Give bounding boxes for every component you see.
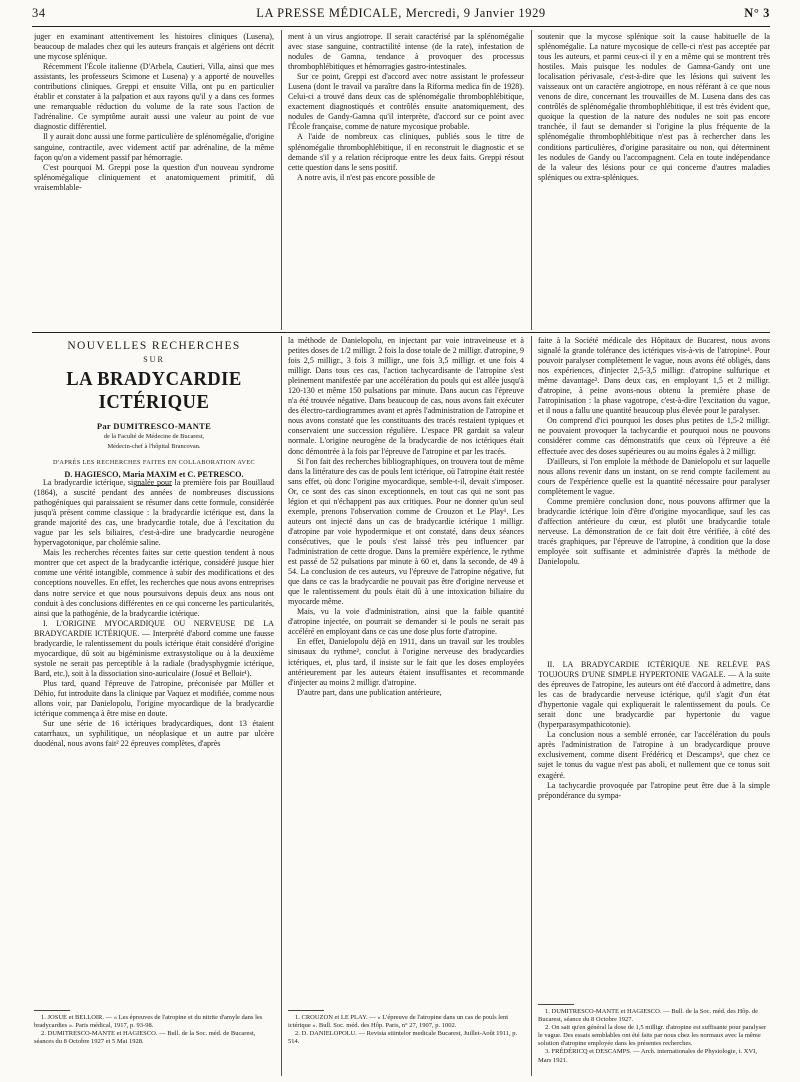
paragraph: ment à un virus angiotrope. Il serait caractérisé par la splénomégalie avec stase sanguine, contractilité intense (de la rate), infestation de nodules de Gamna, tendance à provoquer des processus thrombophlébitiques et hémorragies gastro-intestinales. bbox=[288, 32, 524, 72]
top-column-2 bbox=[288, 32, 524, 332]
paragraph: La bradycardie ictérique, signalée pour la première fois par Bouillaud (1864), a suscité pendant des années de nombreuses discussions pathogéniques qui paraissaient se résumer dans cette formule, considérée jusqu'à présent comme classique : la bradycardie ictérique est, dans la grande majorité des cas, une bradycardie totale, due à l'excitation du vague par les sels biliaires, c'est-à-dire une bradycardie neurogène hypervagotonique, par cholémie saline. bbox=[34, 478, 274, 548]
footnote: 1. DUMITRESCO-MANTE et HAGIESCO. — Bull. de la Soc. méd. des Hôp. de Bucarest, séance du 8 Octobre 1927. bbox=[538, 1008, 759, 1024]
paragraph: Sur une série de 16 ictériques bradycardiques, dont 13 étaient catarrhaux, un syphilitique, un néoplasique et un autre par ulcère duodénal, nous avons fait² 22 épreuves complètes, d'après bbox=[34, 719, 274, 749]
article-column-3-bottom bbox=[538, 660, 770, 1002]
paragraph: Mais les recherches récentes faites sur cette question tendent à nous montrer que cet aspect de la bradycardie ictérique, considéré jusque hier comme une vérité intangible, commence à subir des modifications et des conceptions nouvelles. En effet, les recherches que nous avons entreprises dans notre service et que nous poursuivons depuis deux ans nous ont conduit à des conclusions différentes en ce qui concerne les particularités, ainsi que la pathogénie, de la bradycardie ictérique. bbox=[34, 548, 274, 618]
footnotes-column-1 bbox=[34, 1014, 274, 1078]
footnotes-column-2 bbox=[288, 1014, 524, 1078]
footnotes-column-3 bbox=[538, 1008, 770, 1080]
collaboration-note: D'APRÈS LES RECHERCHES FAITES EN COLLABORATION AVEC bbox=[52, 459, 256, 466]
paragraph: Récemment l'École italienne (D'Arbela, Cautieri, Villa, ainsi que mes assistants, les professeurs Scimone et Lusena) y a apporté de nouvelles contributions cliniques. Greppi et ensuite Villa, ont pu en particulier établir et constater à la palpation et aux rayons qu'il y a dans ces formes une remarquable réduction du volume de la rate sous l'action de l'adrénaline. Ce symptôme aurait aussi une valeur au point de vue diagnostic différentiel. bbox=[34, 62, 274, 132]
article-column-3-top bbox=[538, 336, 770, 650]
paragraph: La conclusion nous a semblé erronée, car l'accélération du pouls après l'administration de l'atropine à un bradycardique prouve exclusivement, comme disent Frédéricq et Descamps³, que chez ce sujet le tonus du vague n'est pas aboli, et nullement que ce tonus soit exagéré. bbox=[538, 730, 770, 780]
article-title-block bbox=[33, 336, 275, 486]
footnote: 2. On sait qu'en général la dose de 1,5 milligr. d'atropine est suffisante pour paralyser le vague. Des essais semblables ont été faits par nous chez les normaux avec la même solution d'atropine employée dans les présentes recherches. bbox=[538, 1024, 767, 1048]
article-kicker: NOUVELLES RECHERCHES bbox=[67, 340, 241, 352]
author-affiliation: de la Faculté de Médecine de Bucarest, bbox=[103, 433, 205, 440]
collaborators: D. HAGIESCO, Maria MAXIM et C. PETRESCO. bbox=[64, 470, 244, 479]
paragraph: Plus tard, quand l'épreuve de l'atropine, préconisée par Müller et Déhio, fut introduite dans la clinique par Vaquez et modifiée, comme nous allons voir, par Danielopolu, l'origine myocardique de la bradycardie ictérique commença à être mise en doute. bbox=[34, 678, 274, 719]
paragraph: Il y aurait donc aussi une forme particulière de splénomégalie, d'origine sanguine, contractile, avec videment actif par adrénaline, de la même façon qu'on a videment passif par hémorragie. bbox=[34, 132, 274, 162]
column-divider bbox=[531, 336, 532, 1076]
paragraph: soutenir que la mycose splénique soit la cause habituelle de la splénomégalie. La nature mycosique de celle-ci n'est pas acceptée par tous les auteurs, et parmi ceux-ci il y en a même qui se montrent très hostiles. Mais puisque les nodules de Gamna-Gandy ont une localisation périvasale, c'est-à-dire que les lésions qui suivent les vaisseaux ont un caractère angiotrope, en nous référant à ce que nous venons de dire, concernant les trouvailles de M. Lusena dans des cas contrôlés de splénomégalie thrombophlébitique, il est très évident que, quoique la question de la nature des nodules ne soit pas encore tranchée, il faut se demander si l'origine la plus fréquente de la splénomégalie thrombophlébitique n'est pas à rechercher dans les conditions particulières, d'origine parasitaire ou non, qui déterminent les nodules de Gandy ou l'accompagnent. Cela en toute indépendance de la valeur des lésions pour ce qui concerne d'autres maladies spléniques ou extra-spléniques. bbox=[538, 32, 770, 182]
author-affiliation: Médecin-chef à l'hôpital Brancovan. bbox=[107, 443, 201, 450]
paragraph: I. L'ORIGINE MYOCARDIQUE OU NERVEUSE DE LA BRADYCARDIE ICTÉRIQUE. — Interprété d'abord comme une fausse bradycardie, le ralentissement du pouls ictérique était considéré d'origine myocardique, dû soit au bigéminisme extrasystolique ou à la deuxième systole ne serait pas perceptible à la radiale (bradysphygmie ictérique, Bard, etc.), soit à la dissociation sino-auriculaire (Josué et Belloir¹). bbox=[34, 618, 274, 678]
paragraph: Comme première conclusion donc, nous pouvons affirmer que la bradycardie ictérique loin d'être d'origine myocardique, sauf les cas d'affection antérieure du cœur, est plutôt une bradycardie totale nerveuse. La démonstration de ce fait doit être vérifiée, à côté des tracés graphiques, par l'épreuve de l'atropine, à condition que la dose employée soit suffisante et administrée d'après la méthode de Danielopolu. bbox=[538, 496, 770, 567]
footnote: 1. JOSUÉ et BELLOIR. — « Les épreuves de l'atropine et du nitrite d'amyle dans les bradycardies ». Paris médical, 1917, p. 93-98. bbox=[34, 1014, 263, 1030]
footnote-rule bbox=[538, 1004, 574, 1005]
paragraph: faite à la Société médicale des Hôpitaux de Bucarest, nous avons signalé la grande tolérance des ictériques vis-à-vis de l'atropine¹. Pour pouvoir paralyser complètement le vague, nous avons été obligés, dans nos expériences, d'injecter 2,5-3,5 milligr. d'atropine sulfurique et même davantage². Dans deux cas, en employant 1,5 et 2 milligr. d'atropine, à peine avons-nous obtenu la première phase de l'atropinisation : la phase vagotrope, c'est-à-dire l'excitation du vague, et il nous a fallu une quantité beaucoup plus élevée pour le paralyser. bbox=[538, 336, 770, 416]
article-column-2 bbox=[288, 336, 524, 1008]
column-divider bbox=[531, 30, 532, 330]
paragraph: Sur ce point, Greppi est d'accord avec notre assistant le professeur Lusena (dont le travail va paraître dans la Riforma medica fin de 1928). Celui-ci a trouvé dans deux cas de splénomégalie thrombophlébitique, exactement diagnostiqués et contrôlés ensuite anatomiquement, des nodules de Gandy-Gamna qu'il interprète, d'accord sur ce point avec l'École française, comme de nature mycosique probable. bbox=[288, 72, 524, 132]
header-rule bbox=[32, 26, 770, 27]
paragraph: On comprend d'ici pourquoi les doses plus petites de 1,5-2 milligr. ne pouvaient provoquer la tachycardie et pourquoi nous ne pouvons considérer comme cas démonstratifs que ceux où l'épreuve a été effectuée avec des doses supérieures ou au moins égales à 2 milligr. bbox=[538, 416, 770, 456]
article-column-1 bbox=[34, 478, 274, 1008]
footnote: 2. DUMITRESCO-MANTE et HAGIESCO. — Bull. de la Soc. méd. de Bucarest, séances du 8 Octobre 1927 et 5 Mai 1928. bbox=[34, 1030, 256, 1046]
paragraph: D'ailleurs, si l'on emploie la méthode de Danielopolu et sur laquelle nous allons revenir dans un instant, on se rend compte facilement au cours de l'expérience quelle est la quantité nécessaire pour paralyser complètement le vague. bbox=[538, 456, 770, 496]
paragraph: Si l'on fait des recherches bibliographiques, on trouvera tout de même dans la littérature des cas de pouls lent ictérique, où l'atropine était restée sans effet, où donc l'origine myocardique, semble-t-il, devait s'imposer. Or, ce sont des cas sinon exceptionnels, en tout cas qui ne sont pas légion et qui n'échappent pas aux critiques. Pour ne donner qu'un seul exemple, prenons l'observation comme de Crouzon et Le Play¹. Les auteurs ont injecté dans un cas de bradycardie ictérique 1 milligr. d'atropine par voie hypodermique et ont constaté, dans deux séances consécutives, que le pouls s'est laissé très peu influencer par l'administration de cette drogue. Dans la première expérience, le rythme est passé de 52 pulsations par minute à 60 et, dans la seconde, de 49 à 54. La conclusion de ces auteurs, vu l'épreuve de l'atropine négative, fut que dans ce cas la bradycardie ne pouvait pas être d'origine nerveuse et que le ralentissement du pouls était dû à une intoxication biliaire du myocarde même. bbox=[288, 456, 524, 607]
top-column-1 bbox=[34, 32, 274, 332]
column-divider bbox=[281, 30, 282, 330]
paragraph: A l'aide de nombreux cas cliniques, publiés sous le titre de splénomégalie thrombophlébitique, il en reconstruit le diagnostic et se demande s'il y a relation réciproque entre les deux faits. Greppi résout cette question dans le sens positif. bbox=[288, 132, 524, 172]
footnote-rule bbox=[288, 1010, 324, 1011]
journal-title: LA PRESSE MÉDICALE, Mercredi, 9 Janvier 1929 bbox=[256, 6, 546, 20]
running-header bbox=[32, 6, 770, 26]
paragraph: juger en examinant attentivement les histoires cliniques (Lusena), beaucoup de malades chez qui les auteurs français et algériens ont décrit une mycose splénique. bbox=[34, 32, 274, 62]
section-heading-paragraph: II. LA BRADYCARDIE ICTÉRIQUE NE RELÈVE PAS TOUJOURS D'UNE SIMPLE HYPERTONIE VAGALE. — A la suite des épreuves de l'atropine, les auteurs ont été d'accord à admettre, dans les cas de bradycardie nerveuse ictérique, qu'il s'agit d'un état d'hypertonie vagale qui expliquerait le ralentissement du pouls. Ce serait donc une bradycardie par hypertonie du vague (hyperparasympathicotonie). bbox=[538, 660, 770, 730]
article-sur: SUR bbox=[143, 355, 165, 364]
paragraph: A notre avis, il n'est pas encore possible de bbox=[297, 172, 435, 182]
article-title: LA BRADYCARDIE ICTÉRIQUE bbox=[66, 368, 242, 413]
paragraph: En effet, Danielopolu déjà en 1911, dans un travail sur les troubles sinusaux du rythme², conclut à l'origine nerveuse des bradycardies ictériques, et, plus tard, il insiste sur le fait que les doses employées antérieurement par les auteurs étaient insuffisantes et recommande d'injecter au moins 2 milligr. d'atropine. bbox=[288, 637, 524, 687]
footnote: 3. FRÉDÉRICQ et DESCAMPS. — Arch. internationales de Physiologie, t. XVI, Mars 1921. bbox=[538, 1048, 757, 1064]
footnote: 1. CROUZON et LE PLAY. — « L'épreuve de l'atropine dans un cas de pouls lent ictérique ». Bull. Soc. méd. des Hôp. Paris, n° 27, 1907, p. 1002. bbox=[288, 1014, 509, 1030]
paragraph: Mais, vu la voie d'administration, ainsi que la faible quantité d'atropine injectée, on pourrait se demander si le pouls ne serait pas accéléré en employant dans ce cas une dose plus forte d'atropine. bbox=[288, 607, 524, 637]
article-author: Par DUMITRESCO-MANTE bbox=[96, 421, 212, 431]
section-rule bbox=[32, 332, 770, 333]
paragraph: D'autre part, dans une publication antérieure, bbox=[297, 687, 442, 697]
footnote: 2. D. DANIELOPOLU. — Revista stiintelor medicale Bucarest, Juillet-Août 1911, p. 514. bbox=[288, 1030, 518, 1046]
footnote-rule bbox=[34, 1010, 70, 1011]
paragraph: la méthode de Danielopolu, en injectant par voie intraveineuse et à petites doses de 1/2 milligr. 2 fois la dose totale de 2 milligr. d'atropine, 9 fois 2,5 milligr., 3 fois 3 milligr., une fois 3,5 milligr. et une fois 4 milligr. Dans tous ces cas, l'action tachycardisante de l'atropine s'est pleinement manifestée par une accélération du pouls qui est allée jusqu'à 120-130 et même 150 pulsations par minute. Dans aucun cas l'épreuve n'a été trouvée négative. Dans beaucoup de cas, nous avons fait exécuter des électro-cardiogrammes avant et après l'administration de l'atropine et nous avons constaté que les constituants des tracés restaient typiques et conservaient une succession régulière. L'espace PR gardait sa valeur normale. L'origine neurogène de la bradycardie de nos ictériques était donc démontrée à la fois par l'épreuve de l'atropine et par les tracés. bbox=[288, 336, 524, 456]
column-divider bbox=[281, 336, 282, 1076]
top-column-3 bbox=[538, 32, 770, 332]
paragraph: C'est pourquoi M. Greppi pose la question d'un nouveau syndrome splénomégalique cliniquement et anatomiquement primitif, dû vraisemblable- bbox=[34, 162, 274, 192]
paragraph: La tachycardie provoquée par l'atropine peut être due à la simple prépondérance du sympa- bbox=[538, 780, 770, 800]
page-number: 34 bbox=[32, 6, 46, 20]
issue-number: N° 3 bbox=[744, 6, 770, 20]
